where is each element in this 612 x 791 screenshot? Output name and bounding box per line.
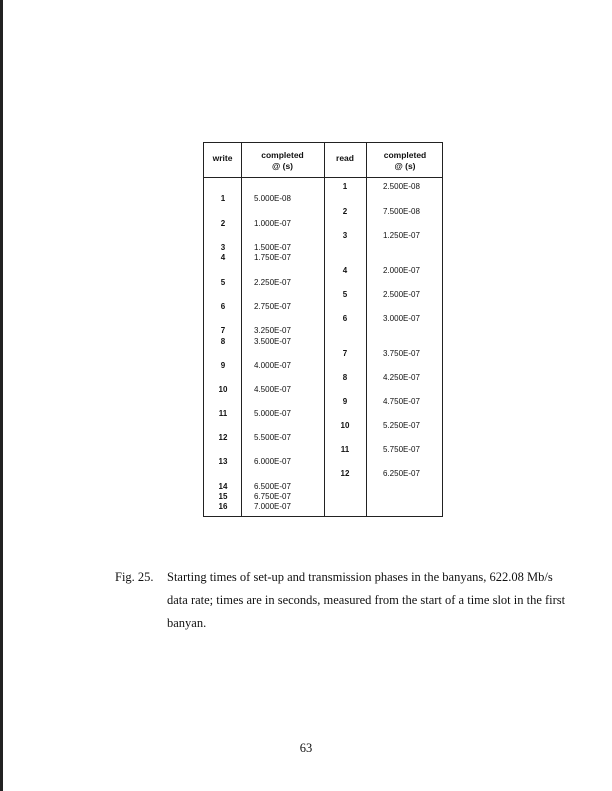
read-id: 9 <box>342 397 348 406</box>
read-time: 1.250E-07 <box>383 231 420 240</box>
write-time: 6.500E-07 <box>254 482 291 491</box>
write-id: 7 <box>220 326 226 335</box>
figure-label: Fig. 25. <box>115 570 154 584</box>
read-time: 2.500E-07 <box>383 290 420 299</box>
read-time: 4.750E-07 <box>383 397 420 406</box>
read-id: 10 <box>340 421 350 430</box>
read-time: 4.250E-07 <box>383 373 420 382</box>
header-write: write <box>212 153 233 163</box>
write-id: 14 <box>218 482 228 491</box>
read-time: 2.000E-07 <box>383 266 420 275</box>
table-divider-write-completed <box>324 143 325 516</box>
table-divider-read <box>366 143 367 516</box>
read-id: 2 <box>342 207 348 216</box>
read-time: 2.500E-08 <box>383 182 420 191</box>
write-id: 15 <box>218 492 228 501</box>
read-time: 3.000E-07 <box>383 314 420 323</box>
read-id: 12 <box>340 469 350 478</box>
write-time: 6.750E-07 <box>254 492 291 501</box>
read-id: 1 <box>342 182 348 191</box>
write-id: 8 <box>220 337 226 346</box>
write-id: 16 <box>218 502 228 511</box>
read-time: 5.750E-07 <box>383 445 420 454</box>
write-time: 1.500E-07 <box>254 243 291 252</box>
write-id: 13 <box>218 457 228 466</box>
page-number: 63 <box>299 741 313 755</box>
write-time: 5.000E-08 <box>254 194 291 203</box>
write-time: 5.500E-07 <box>254 433 291 442</box>
read-id: 5 <box>342 290 348 299</box>
write-time: 1.000E-07 <box>254 219 291 228</box>
write-time: 3.500E-07 <box>254 337 291 346</box>
figure-caption-text: Starting times of set-up and transmission phases in the banyans, 622.08 Mb/s data rate; times are in seconds, measured from the start of a time slot in the first banyan. <box>167 570 566 630</box>
write-time: 4.500E-07 <box>254 385 291 394</box>
page-left-border <box>0 0 3 791</box>
write-id: 10 <box>218 385 228 394</box>
timing-table <box>203 142 443 517</box>
header-read-completed: completed <box>383 150 427 160</box>
write-time: 2.750E-07 <box>254 302 291 311</box>
write-time: 4.000E-07 <box>254 361 291 370</box>
write-id: 5 <box>220 278 226 287</box>
table-header-divider <box>204 177 442 178</box>
header-read-completed-unit: @ (s) <box>394 161 416 171</box>
read-id: 6 <box>342 314 348 323</box>
write-id: 6 <box>220 302 226 311</box>
read-time: 3.750E-07 <box>383 349 420 358</box>
write-id: 3 <box>220 243 226 252</box>
write-id: 9 <box>220 361 226 370</box>
header-write-completed: completed <box>261 150 304 160</box>
read-time: 6.250E-07 <box>383 469 420 478</box>
write-time: 7.000E-07 <box>254 502 291 511</box>
read-id: 7 <box>342 349 348 358</box>
table-divider-write <box>241 143 242 516</box>
write-time: 3.250E-07 <box>254 326 291 335</box>
header-write-completed-unit: @ (s) <box>271 161 294 171</box>
write-id: 4 <box>220 253 226 262</box>
write-id: 2 <box>220 219 226 228</box>
header-read: read <box>336 153 354 163</box>
write-time: 1.750E-07 <box>254 253 291 262</box>
write-id: 11 <box>218 409 228 418</box>
read-id: 8 <box>342 373 348 382</box>
write-time: 5.000E-07 <box>254 409 291 418</box>
write-time: 6.000E-07 <box>254 457 291 466</box>
write-time: 2.250E-07 <box>254 278 291 287</box>
read-id: 3 <box>342 231 348 240</box>
read-id: 11 <box>340 445 350 454</box>
read-time: 5.250E-07 <box>383 421 420 430</box>
read-time: 7.500E-08 <box>383 207 420 216</box>
read-id: 4 <box>342 266 348 275</box>
write-id: 12 <box>218 433 228 442</box>
write-id: 1 <box>220 194 226 203</box>
